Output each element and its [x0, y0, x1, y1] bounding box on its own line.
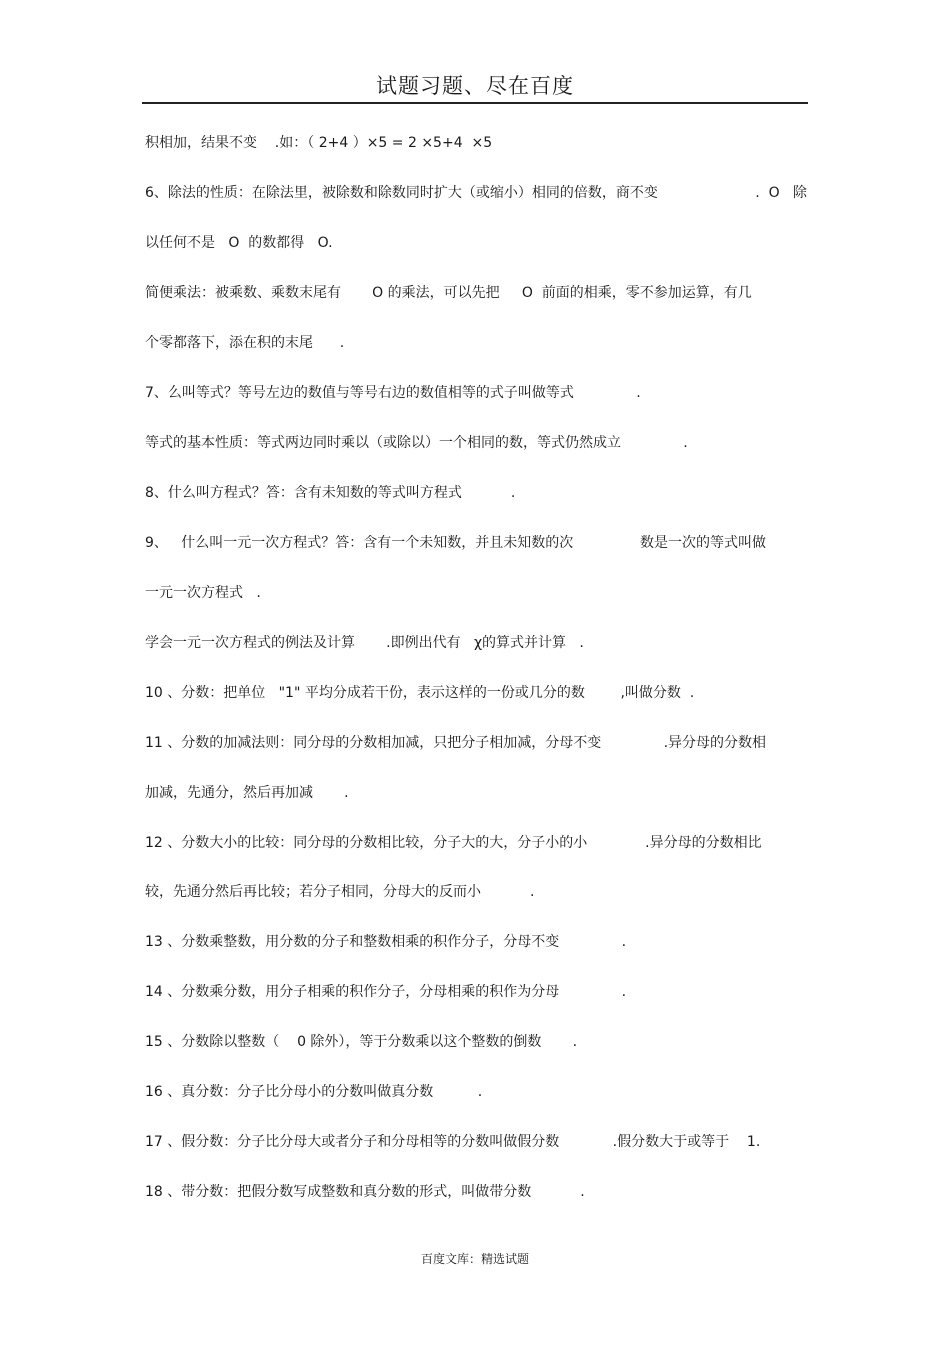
text-line: 7、么叫等式？等号左边的数值与等号右边的数值相等的式子叫做等式 . — [145, 385, 641, 401]
page-header-title: 试题习题、尽在百度 — [376, 74, 574, 98]
text-line: 16 、真分数：分子比分母小的分数叫做真分数 . — [145, 1084, 483, 1100]
text-line: 15 、分数除以整数（ 0 除外），等于分数乘以这个整数的倒数 . — [145, 1034, 578, 1050]
text-line-6-main: 6、除法的性质：在除法里，被除数和除数同时扩大（或缩小）相同的倍数，商不变 — [145, 185, 658, 201]
text-line: 个零都落下，添在积的末尾 . — [145, 335, 345, 351]
text-line: 简便乘法：被乘数、乘数末尾有 O 的乘法，可以先把 O 前面的相乘，零不参加运算，有几 — [145, 285, 752, 301]
text-line: 加减，先通分，然后再加减 . — [145, 785, 349, 801]
text-line: 等式的基本性质：等式两边同时乘以（或除以）一个相同的数，等式仍然成立 . — [145, 435, 688, 451]
text-line: 17 、假分数：分子比分母大或者分子和分母相等的分数叫做假分数 .假分数大于或等于 1. — [145, 1134, 761, 1150]
text-line: 学会一元一次方程式的例法及计算 .即例出代有 χ的算式并计算 . — [145, 635, 584, 651]
page-footer: 百度文库：精选试题 — [420, 1252, 529, 1266]
text-line: 积相加，结果不变 .如：（ 2+4 ）×5 = 2 ×5+4 ×5 — [145, 135, 493, 151]
text-line: 10 、分数：把单位 "1" 平均分成若干份，表示这样的一份或几分的数 ,叫做分数 . — [145, 685, 695, 701]
header-divider — [142, 102, 808, 104]
text-line: 一元一次方程式 . — [145, 585, 261, 601]
text-line: 18 、带分数：把假分数写成整数和真分数的形式，叫做带分数 . — [145, 1184, 585, 1200]
text-line: 以任何不是 O 的数都得 O. — [145, 235, 333, 251]
text-line-6-tail: . O 除 — [755, 185, 807, 201]
text-line: 9、 什么叫一元一次方程式？答：含有一个未知数，并且未知数的次 数是一次的等式叫做 — [145, 535, 767, 551]
text-line: 14 、分数乘分数，用分子相乘的积作分子，分母相乘的积作为分母 . — [145, 984, 627, 1000]
text-line-6 — [145, 184, 807, 202]
text-line: 13 、分数乘整数，用分数的分子和整数相乘的积作分子，分母不变 . — [145, 934, 627, 950]
text-line: 11 、分数的加减法则：同分母的分数相加减，只把分子相加减，分母不变 .异分母的分数相 — [145, 735, 767, 751]
text-line: 较，先通分然后再比较；若分子相同，分母大的反而小 . — [145, 884, 535, 900]
text-line: 8、什么叫方程式？答：含有未知数的等式叫方程式 . — [145, 485, 516, 501]
text-line: 12 、分数大小的比较：同分母的分数相比较，分子大的大，分子小的小 .异分母的分数相比 — [145, 835, 762, 851]
